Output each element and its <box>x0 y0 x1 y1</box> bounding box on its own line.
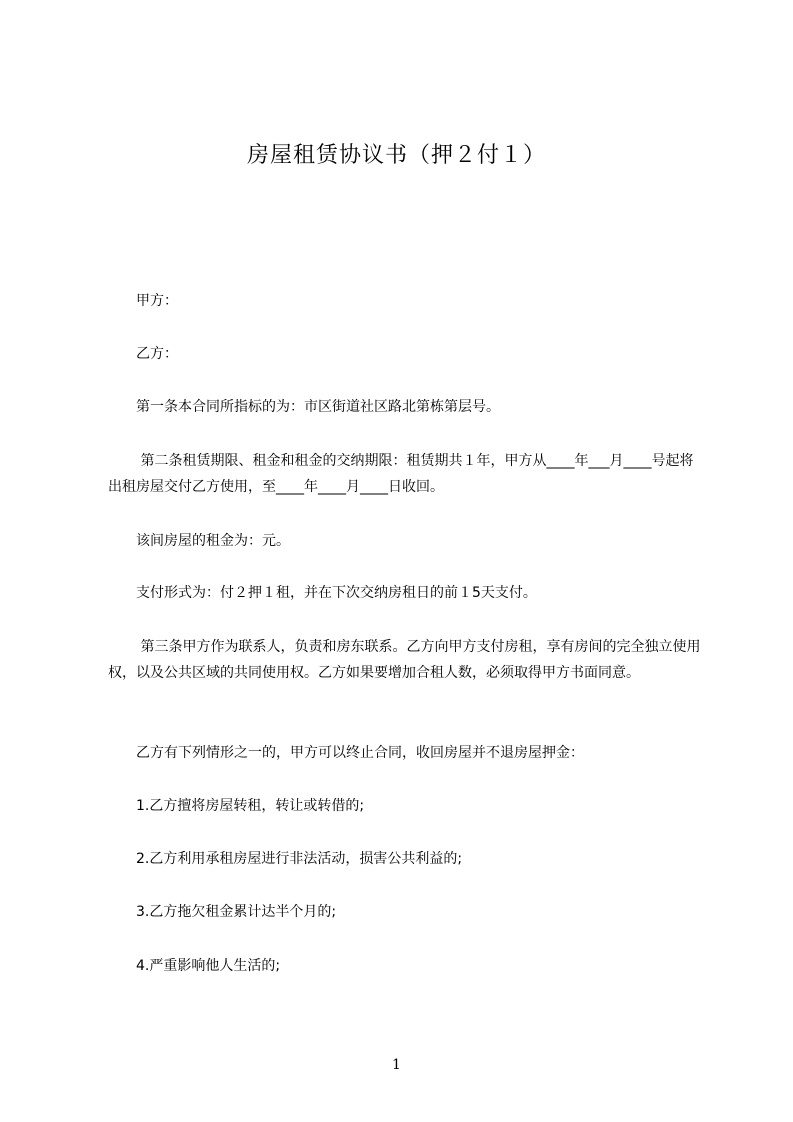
termination-item-3: 3.乙方拖欠租金累计达半个月的; <box>136 904 337 920</box>
rent-amount-line: 该间房屋的租金为：元。 <box>136 533 290 549</box>
termination-intro: 乙方有下列情形之一的，甲方可以终止合同，收回房屋并不退房屋押金： <box>136 745 584 761</box>
termination-item-4: 4.严重影响他人生活的; <box>136 958 281 974</box>
article-1: 第一条本合同所指标的为：市区街道社区路北第栋第层号。 <box>136 399 500 415</box>
termination-item-2: 2.乙方利用承租房屋进行非法活动，损害公共利益的; <box>136 851 463 867</box>
party-b-line: 乙方： <box>136 346 178 362</box>
article-2: 第二条租赁期限、租金和租金的交纳期限：租赁期共１年，甲方从____年___月____号起将出租房屋交付乙方使用，至____年____月____日收回。 <box>108 453 694 495</box>
article-3: 第三条甲方作为联系人，负责和房东联系。乙方向甲方支付房租，享有房间的完全独立使用权，以及公共区域的共同使用权。乙方如果要增加合租人数，必须取得甲方书面同意。 <box>108 639 701 681</box>
payment-method-line: 支付形式为：付２押１租，并在下次交纳房租日的前１5天支付。 <box>136 585 537 601</box>
page-number: 1 <box>392 1057 401 1073</box>
termination-item-1: 1.乙方擅将房屋转租，转让或转借的; <box>136 798 365 814</box>
document-title: 房屋租赁协议书（押２付１） <box>246 143 546 168</box>
party-a-line: 甲方： <box>136 293 178 309</box>
